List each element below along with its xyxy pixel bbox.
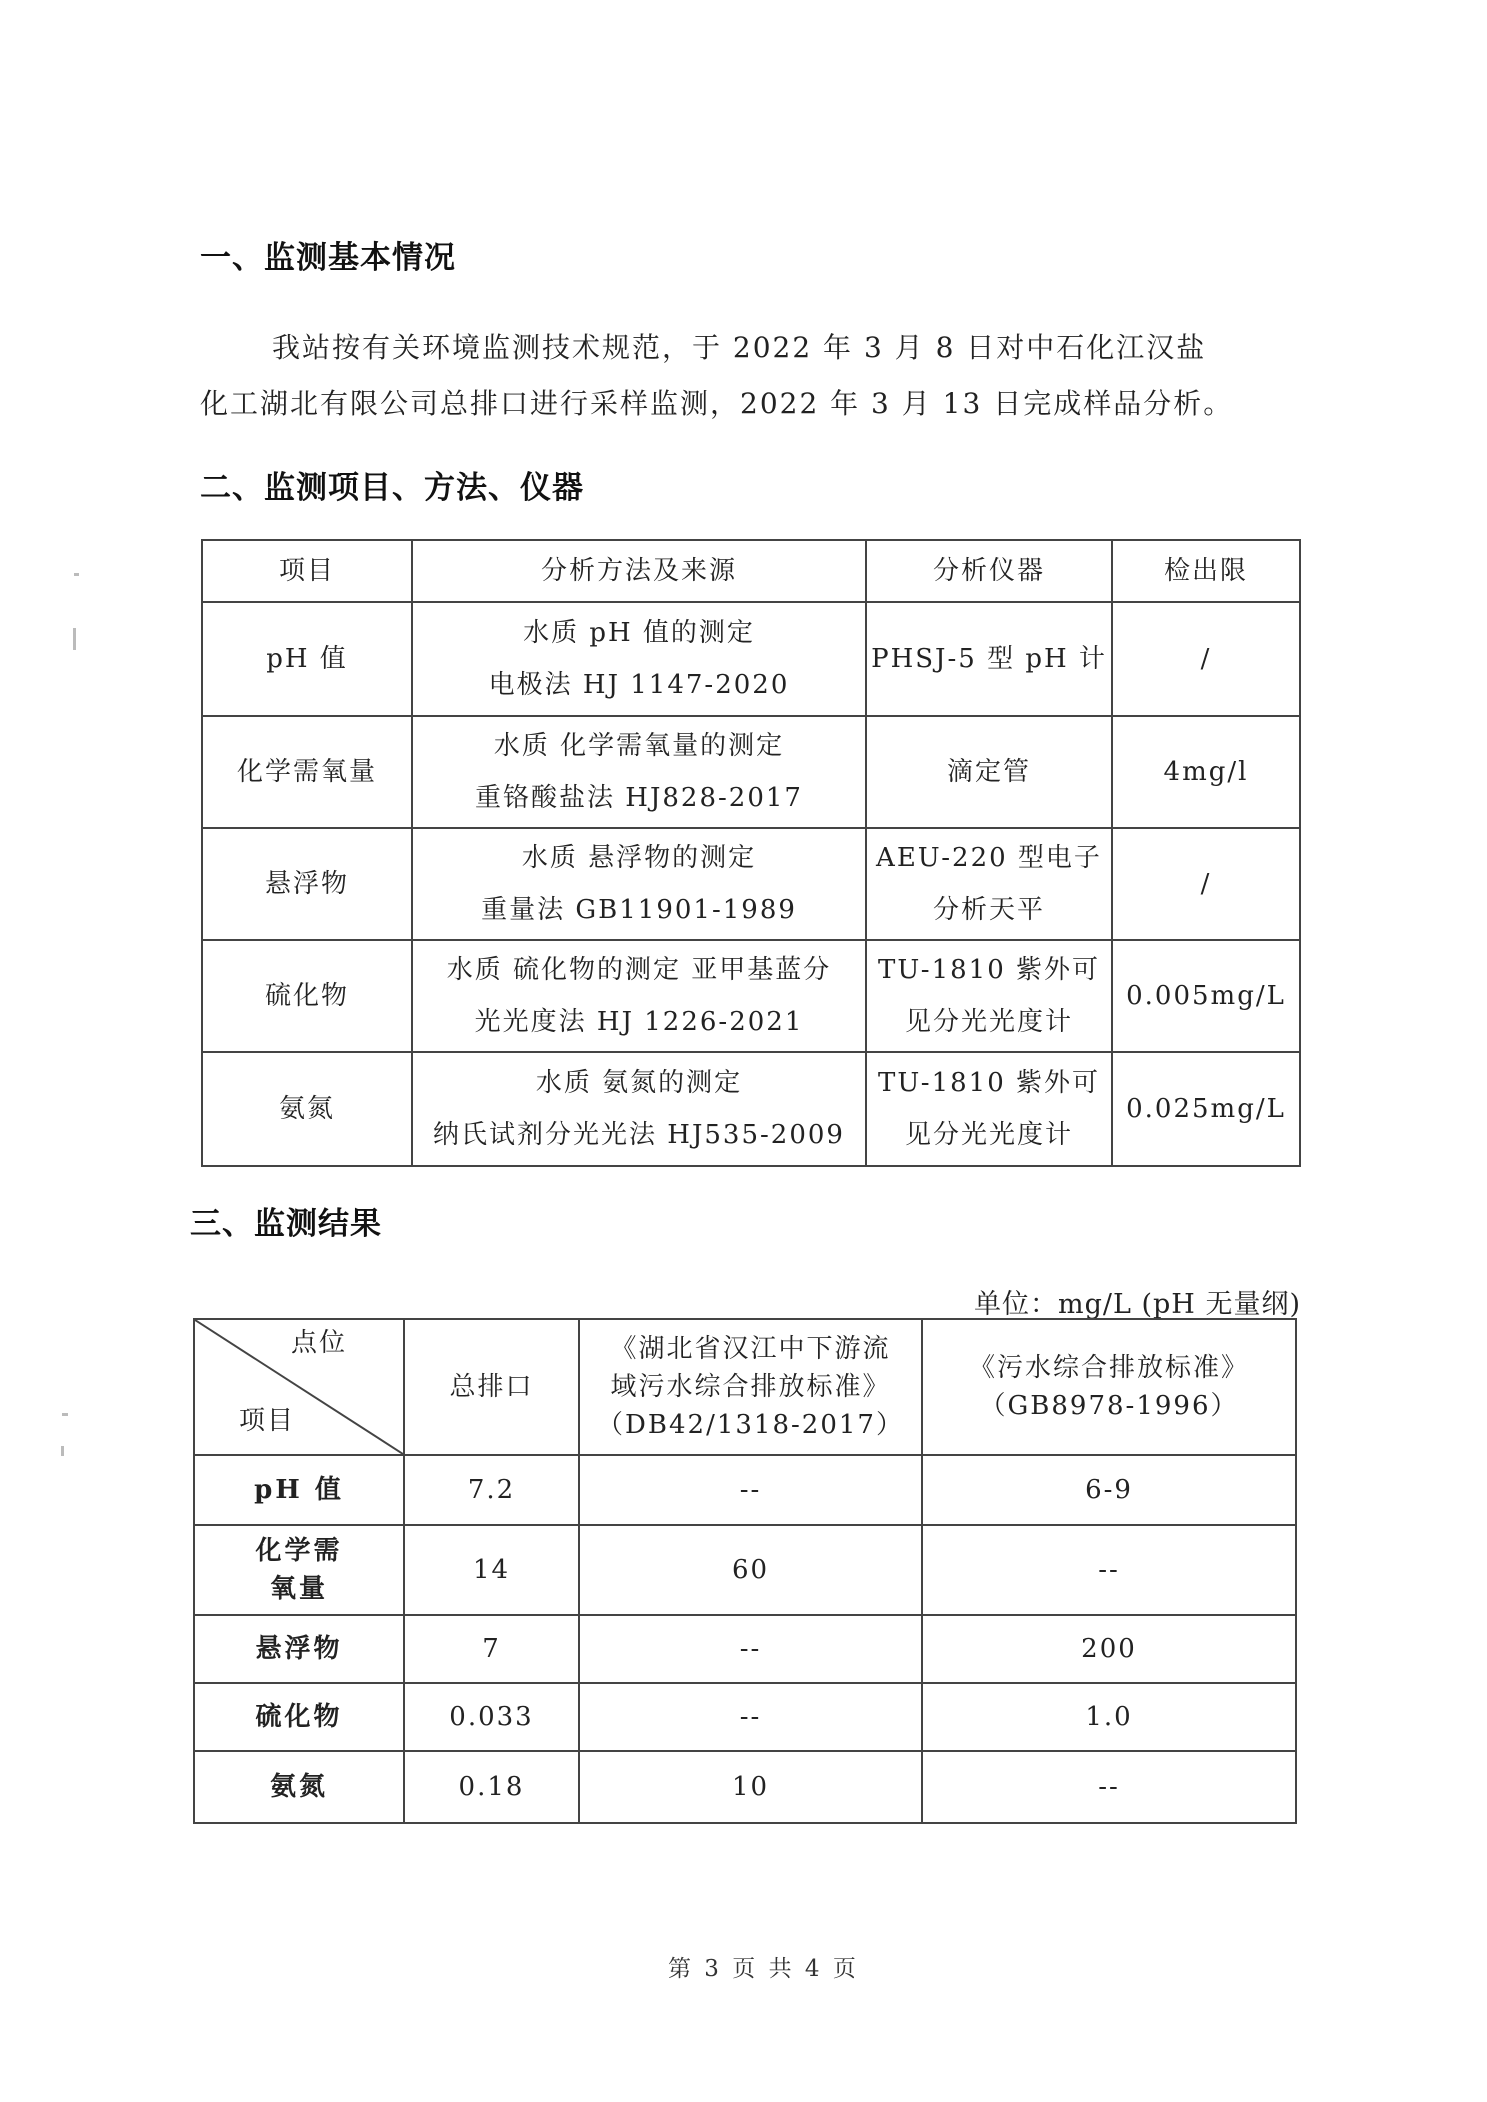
result-std-national: 200 [922, 1615, 1296, 1683]
methods-table [201, 539, 1301, 1167]
methods-header-instrument: 分析仪器 [866, 540, 1112, 602]
method-limit: 4mg/l [1112, 716, 1300, 828]
method-item: 化学需氧量 [202, 716, 412, 828]
methods-row-cod [202, 716, 1300, 828]
method-source: 水质 pH 值的测定 电极法 HJ 1147-2020 [412, 602, 866, 716]
result-std-hubei: -- [579, 1455, 922, 1525]
result-value: 7.2 [404, 1455, 579, 1525]
method-limit: / [1112, 602, 1300, 716]
result-item: 悬浮物 [194, 1615, 404, 1683]
result-item: 化学需 氧量 [194, 1525, 404, 1615]
results-header-std-hubei: 《湖北省汉江中下游流 域污水综合排放标准》 （DB42/1318-2017） [579, 1319, 922, 1455]
method-instrument: PHSJ-5 型 pH 计 [866, 602, 1112, 716]
methods-header-item: 项目 [202, 540, 412, 602]
methods-row-ph [202, 602, 1300, 716]
result-std-hubei: 60 [579, 1525, 922, 1615]
result-value: 0.033 [404, 1683, 579, 1751]
result-std-hubei: -- [579, 1615, 922, 1683]
section1-line2: 化工湖北有限公司总排口进行采样监测，2022 年 3 月 13 日完成样品分析。 [200, 387, 1234, 420]
method-source: 水质 氨氮的测定 纳氏试剂分光光法 HJ535-2009 [412, 1052, 866, 1166]
methods-header-limit: 检出限 [1112, 540, 1300, 602]
method-source: 水质 悬浮物的测定 重量法 GB11901-1989 [412, 828, 866, 940]
methods-row-ss [202, 828, 1300, 940]
results-row-cod [194, 1525, 1296, 1615]
corner-label-item: 项目 [239, 1406, 296, 1436]
method-instrument: TU-1810 紫外可 见分光光度计 [866, 940, 1112, 1052]
method-item: 氨氮 [202, 1052, 412, 1166]
results-row-ph [194, 1455, 1296, 1525]
method-limit: / [1112, 828, 1300, 940]
result-std-national: -- [922, 1751, 1296, 1823]
method-source: 水质 硫化物的测定 亚甲基蓝分 光光度法 HJ 1226-2021 [412, 940, 866, 1052]
results-row-ammonia [194, 1751, 1296, 1823]
section1-heading: 一、监测基本情况 [200, 240, 456, 276]
method-item: pH 值 [202, 602, 412, 716]
result-std-hubei: 10 [579, 1751, 922, 1823]
scan-mark [61, 1446, 64, 1456]
methods-header-row [202, 540, 1300, 602]
methods-row-ammonia [202, 1052, 1300, 1166]
method-instrument: TU-1810 紫外可 见分光光度计 [866, 1052, 1112, 1166]
results-header-std-national: 《污水综合排放标准》 （GB8978-1996） [922, 1319, 1296, 1455]
section3-heading: 三、监测结果 [190, 1206, 382, 1242]
scan-mark [62, 1413, 68, 1416]
result-item: pH 值 [194, 1455, 404, 1525]
section1-line1: 我站按有关环境监测技术规范，于 2022 年 3 月 8 日对中石化江汉盐 [272, 331, 1207, 364]
method-item: 悬浮物 [202, 828, 412, 940]
results-row-sulfide [194, 1683, 1296, 1751]
results-table [193, 1318, 1297, 1824]
methods-row-sulfide [202, 940, 1300, 1052]
result-std-national: -- [922, 1525, 1296, 1615]
method-instrument: AEU-220 型电子 分析天平 [866, 828, 1112, 940]
unit-note: 单位：mg/L (pH 无量纲) [974, 1289, 1301, 1320]
scan-mark [73, 628, 76, 650]
result-std-national: 1.0 [922, 1683, 1296, 1751]
page-number: 第 3 页 共 4 页 [668, 1956, 859, 1982]
results-corner-cell [194, 1319, 404, 1455]
results-row-ss [194, 1615, 1296, 1683]
method-item: 硫化物 [202, 940, 412, 1052]
result-item: 硫化物 [194, 1683, 404, 1751]
result-item: 氨氮 [194, 1751, 404, 1823]
methods-header-method: 分析方法及来源 [412, 540, 866, 602]
method-source: 水质 化学需氧量的测定 重铬酸盐法 HJ828-2017 [412, 716, 866, 828]
method-limit: 0.005mg/L [1112, 940, 1300, 1052]
results-header-row [194, 1319, 1296, 1455]
corner-label-location: 点位 [291, 1328, 348, 1358]
result-std-national: 6-9 [922, 1455, 1296, 1525]
method-limit: 0.025mg/L [1112, 1052, 1300, 1166]
result-value: 14 [404, 1525, 579, 1615]
result-value: 7 [404, 1615, 579, 1683]
method-instrument: 滴定管 [866, 716, 1112, 828]
result-value: 0.18 [404, 1751, 579, 1823]
results-header-outlet: 总排口 [404, 1319, 579, 1455]
result-std-hubei: -- [579, 1683, 922, 1751]
section2-heading: 二、监测项目、方法、仪器 [200, 470, 584, 506]
scan-mark [74, 573, 79, 576]
